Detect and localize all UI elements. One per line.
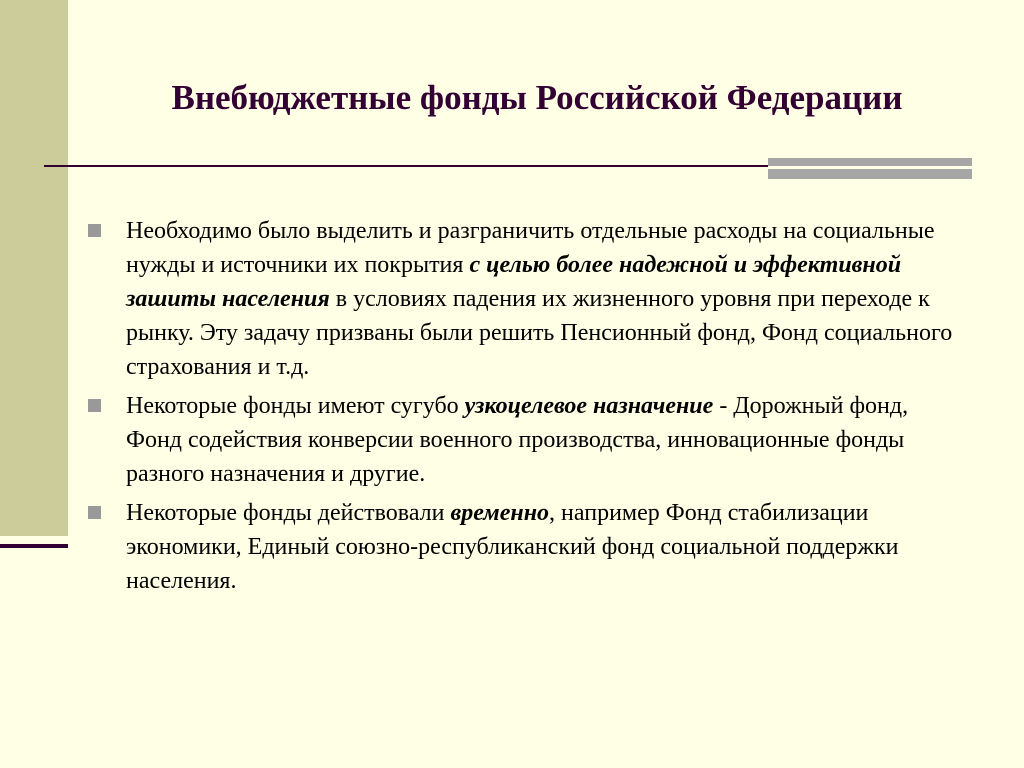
bullet-emphasis-text: временно — [450, 500, 550, 526]
title-divider-accent — [768, 158, 972, 179]
bullet-list — [126, 214, 956, 603]
square-bullet-icon — [88, 224, 101, 237]
slide-title: Внебюджетные фонды Российской Федерации — [171, 78, 903, 117]
bullet-text: Необходимо было выделить и разграничить отдельные расходы на социальные нужды и источники их покрытия — [126, 218, 935, 278]
bullet-item — [126, 214, 956, 384]
square-bullet-icon — [88, 399, 101, 412]
bullet-emphasis-text: узкоцелевое назначение — [464, 393, 714, 419]
side-decor-line — [0, 544, 68, 548]
bullet-emphasis-text: с целью более надежной и эффективной зашиты населения — [126, 252, 902, 312]
square-bullet-icon — [88, 506, 101, 519]
bullet-text: Некоторые фонды имеют сугубо — [126, 393, 465, 419]
title-divider — [44, 165, 774, 167]
bullet-text: , например Фонд стабилизации экономики, Единый союзно-республиканский фонд социальной поддержки населения. — [126, 500, 899, 594]
bullet-text: в условиях падения их жизненного уровня при переходе к рынку. Эту задачу призваны были решить Пенсионный фонд, Фонд социального страхования и т.д. — [126, 286, 953, 380]
bullet-item — [126, 496, 956, 598]
bullet-text: Некоторые фонды действовали — [126, 500, 451, 526]
bullet-item — [126, 389, 956, 491]
bullet-text: - Дорожный фонд, Фонд содействия конверсии военного производства, инновационные фонды разного назначения и другие. — [126, 393, 909, 487]
